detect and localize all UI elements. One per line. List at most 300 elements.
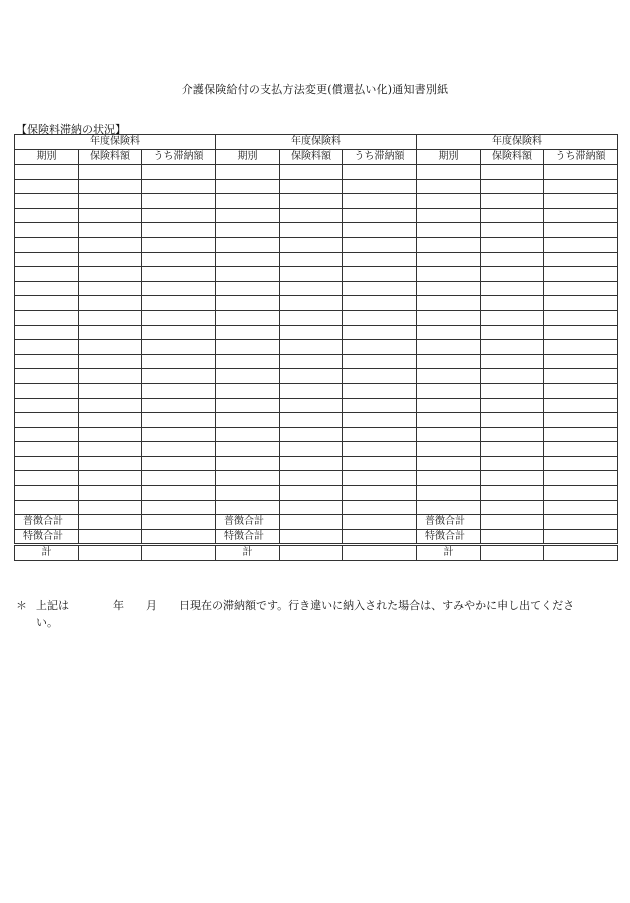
table-row	[417, 340, 618, 355]
table-cell	[544, 208, 618, 223]
table-cell	[79, 296, 142, 311]
table-cell	[280, 486, 343, 501]
table-cell	[15, 267, 79, 282]
table-row	[15, 500, 216, 515]
table-cell	[142, 325, 216, 340]
table-cell	[15, 296, 79, 311]
table-cell	[15, 500, 79, 515]
table-cell	[280, 442, 343, 457]
table-cell	[142, 208, 216, 223]
table-row	[216, 471, 417, 486]
table-cell	[15, 354, 79, 369]
table-cell	[216, 165, 280, 180]
table-cell	[79, 179, 142, 194]
table-cell	[79, 267, 142, 282]
table-cell	[142, 310, 216, 325]
table-row	[216, 310, 417, 325]
table-cell	[544, 442, 618, 457]
table-cell	[142, 194, 216, 209]
table-row	[15, 354, 216, 369]
table-cell	[79, 486, 142, 501]
table-cell	[417, 194, 481, 209]
table-cell	[216, 179, 280, 194]
table-row	[216, 281, 417, 296]
section-label: 【保険料滞納の状況】	[16, 123, 126, 136]
premium-amount-col-header: 保険料額	[79, 150, 142, 165]
arrears-col-header: うち滞納額	[343, 150, 417, 165]
table-cell	[343, 194, 417, 209]
table-cell	[142, 267, 216, 282]
table-row	[216, 252, 417, 267]
table-cell	[343, 383, 417, 398]
table-row	[417, 500, 618, 515]
table-cell	[280, 456, 343, 471]
arrears-col-header: うち滞納額	[544, 150, 618, 165]
table-cell	[481, 179, 544, 194]
table-cell	[15, 237, 79, 252]
table-cell	[417, 325, 481, 340]
table-cell	[216, 413, 280, 428]
table-cell	[79, 354, 142, 369]
table-row	[216, 383, 417, 398]
period-col-header: 期別	[15, 150, 79, 165]
note	[16, 597, 616, 631]
table-cell	[481, 340, 544, 355]
table-row	[15, 398, 216, 413]
table-cell	[343, 325, 417, 340]
table-cell	[544, 413, 618, 428]
table-row	[15, 296, 216, 311]
table-cell	[481, 515, 544, 530]
table-cell	[280, 398, 343, 413]
table-cell	[343, 223, 417, 238]
table-row	[15, 194, 216, 209]
table-row	[417, 281, 618, 296]
table-cell	[544, 340, 618, 355]
table-cell	[544, 500, 618, 515]
grand-total-row	[216, 545, 417, 561]
table-cell	[417, 340, 481, 355]
table-cell	[142, 179, 216, 194]
table-cell	[142, 223, 216, 238]
table-cell	[481, 208, 544, 223]
table-cell	[15, 471, 79, 486]
table-row	[15, 310, 216, 325]
table-cell	[481, 456, 544, 471]
table-cell	[280, 237, 343, 252]
fiscal-year-header: 年度保険料	[417, 135, 618, 150]
premium-table	[14, 134, 216, 561]
table-row	[417, 208, 618, 223]
table-cell	[481, 486, 544, 501]
table-row	[216, 340, 417, 355]
table-cell	[142, 442, 216, 457]
table-cell	[343, 310, 417, 325]
table-row	[216, 325, 417, 340]
table-cell	[417, 267, 481, 282]
table-cell	[544, 427, 618, 442]
table-cell	[15, 413, 79, 428]
table-cell	[15, 310, 79, 325]
table-cell	[343, 267, 417, 282]
table-row	[15, 471, 216, 486]
table-row	[417, 179, 618, 194]
table-row	[15, 442, 216, 457]
table-row	[216, 165, 417, 180]
table-row	[417, 398, 618, 413]
table-cell	[216, 486, 280, 501]
asterisk-mark: ＊	[16, 599, 27, 612]
table-cell	[280, 179, 343, 194]
table-cell	[79, 325, 142, 340]
table-cell	[216, 194, 280, 209]
table-row	[216, 413, 417, 428]
table-row	[15, 325, 216, 340]
table-cell	[481, 369, 544, 384]
table-row	[417, 413, 618, 428]
table-cell	[481, 194, 544, 209]
table-cell	[544, 223, 618, 238]
table-cell	[15, 208, 79, 223]
table-cell	[481, 296, 544, 311]
table-cell	[216, 354, 280, 369]
table-cell	[481, 281, 544, 296]
table-cell	[417, 427, 481, 442]
table-cell	[280, 325, 343, 340]
grand-total-label: 計	[417, 545, 481, 561]
table-cell	[544, 354, 618, 369]
table-cell	[280, 165, 343, 180]
table-cell	[15, 442, 79, 457]
table-cell	[216, 383, 280, 398]
table-cell	[417, 413, 481, 428]
table-cell	[280, 194, 343, 209]
table-cell	[79, 500, 142, 515]
table-cell	[15, 281, 79, 296]
ordinary-collection-total-label: 普徴合計	[216, 515, 280, 530]
fiscal-year-header: 年度保険料	[216, 135, 417, 150]
table-row	[216, 500, 417, 515]
table-row	[15, 223, 216, 238]
table-cell	[280, 500, 343, 515]
table-cell	[481, 165, 544, 180]
table-cell	[481, 310, 544, 325]
table-cell	[417, 223, 481, 238]
table-cell	[15, 383, 79, 398]
table-cell	[544, 456, 618, 471]
premium-table	[215, 134, 417, 561]
table-cell	[544, 325, 618, 340]
table-cell	[15, 223, 79, 238]
table-cell	[142, 369, 216, 384]
table-row	[216, 456, 417, 471]
premium-amount-col-header: 保険料額	[280, 150, 343, 165]
table-cell	[481, 442, 544, 457]
table-cell	[216, 310, 280, 325]
premium-table	[416, 134, 618, 561]
table-cell	[15, 427, 79, 442]
table-cell	[15, 398, 79, 413]
table-cell	[417, 237, 481, 252]
table-cell	[79, 456, 142, 471]
table-cell	[544, 310, 618, 325]
table-cell	[216, 252, 280, 267]
table-cell	[15, 194, 79, 209]
table-cell	[343, 456, 417, 471]
table-cell	[544, 369, 618, 384]
special-collection-total-row	[15, 529, 216, 545]
table-row	[216, 486, 417, 501]
table-cell	[15, 179, 79, 194]
table-cell	[15, 456, 79, 471]
table-cell	[280, 369, 343, 384]
table-row	[15, 383, 216, 398]
table-cell	[79, 223, 142, 238]
special-collection-total-label: 特徴合計	[417, 529, 481, 545]
table-cell	[343, 529, 417, 545]
premium-tables	[14, 134, 618, 561]
table-cell	[79, 237, 142, 252]
table-cell	[481, 267, 544, 282]
table-cell	[79, 529, 142, 545]
table-cell	[216, 398, 280, 413]
table-row	[15, 165, 216, 180]
period-col-header: 期別	[216, 150, 280, 165]
table-cell	[216, 340, 280, 355]
table-cell	[544, 296, 618, 311]
table-cell	[343, 354, 417, 369]
table-cell	[142, 500, 216, 515]
table-cell	[142, 486, 216, 501]
ordinary-collection-total-row	[216, 515, 417, 530]
table-cell	[343, 281, 417, 296]
table-cell	[417, 442, 481, 457]
table-cell	[481, 237, 544, 252]
table-row	[417, 267, 618, 282]
table-cell	[79, 471, 142, 486]
table-cell	[79, 194, 142, 209]
table-cell	[142, 515, 216, 530]
table-row	[216, 354, 417, 369]
table-cell	[216, 471, 280, 486]
special-collection-total-label: 特徴合計	[216, 529, 280, 545]
table-cell	[544, 398, 618, 413]
table-cell	[544, 529, 618, 545]
table-cell	[142, 237, 216, 252]
table-cell	[79, 310, 142, 325]
ordinary-collection-total-label: 普徴合計	[417, 515, 481, 530]
table-cell	[280, 383, 343, 398]
table-cell	[544, 471, 618, 486]
table-cell	[216, 325, 280, 340]
table-cell	[544, 179, 618, 194]
table-row	[417, 471, 618, 486]
table-cell	[481, 383, 544, 398]
table-cell	[280, 413, 343, 428]
table-cell	[343, 413, 417, 428]
table-cell	[142, 383, 216, 398]
table-cell	[417, 354, 481, 369]
table-cell	[216, 208, 280, 223]
note-text: 上記は 年 月 日現在の滞納額です。行き違いに納入された場合は、すみやかに申し出てくださ	[36, 599, 575, 612]
table-cell	[343, 340, 417, 355]
table-cell	[481, 427, 544, 442]
table-cell	[481, 354, 544, 369]
period-col-header: 期別	[417, 150, 481, 165]
table-cell	[79, 281, 142, 296]
table-row	[15, 486, 216, 501]
fiscal-year-header: 年度保険料	[15, 135, 216, 150]
table-cell	[544, 515, 618, 530]
table-row	[417, 456, 618, 471]
table-cell	[481, 471, 544, 486]
table-cell	[79, 252, 142, 267]
table-cell	[142, 427, 216, 442]
ordinary-collection-total-row	[417, 515, 618, 530]
table-cell	[216, 442, 280, 457]
table-cell	[15, 325, 79, 340]
table-row	[216, 208, 417, 223]
table-cell	[79, 442, 142, 457]
table-cell	[343, 398, 417, 413]
table-cell	[343, 165, 417, 180]
table-cell	[216, 427, 280, 442]
table-cell	[417, 165, 481, 180]
grand-total-row	[15, 545, 216, 561]
grand-total-label: 計	[216, 545, 280, 561]
table-row	[216, 179, 417, 194]
table-cell	[15, 252, 79, 267]
table-cell	[142, 252, 216, 267]
table-cell	[15, 369, 79, 384]
table-cell	[343, 296, 417, 311]
table-cell	[417, 252, 481, 267]
table-cell	[142, 165, 216, 180]
table-cell	[343, 486, 417, 501]
table-row	[15, 456, 216, 471]
special-collection-total-label: 特徴合計	[15, 529, 79, 545]
table-row	[417, 325, 618, 340]
table-cell	[216, 281, 280, 296]
table-cell	[417, 296, 481, 311]
table-row	[216, 194, 417, 209]
table-row	[15, 237, 216, 252]
table-cell	[79, 369, 142, 384]
table-cell	[280, 296, 343, 311]
table-row	[15, 208, 216, 223]
table-cell	[343, 208, 417, 223]
table-cell	[343, 179, 417, 194]
table-cell	[481, 398, 544, 413]
table-cell	[216, 267, 280, 282]
table-cell	[280, 545, 343, 561]
table-row	[216, 237, 417, 252]
grand-total-row	[417, 545, 618, 561]
table-cell	[79, 398, 142, 413]
table-row	[15, 179, 216, 194]
table-row	[417, 354, 618, 369]
table-cell	[417, 471, 481, 486]
table-cell	[79, 165, 142, 180]
table-cell	[544, 194, 618, 209]
note-line-2: い。	[36, 616, 58, 629]
table-cell	[79, 340, 142, 355]
table-cell	[280, 515, 343, 530]
table-row	[216, 369, 417, 384]
table-cell	[142, 340, 216, 355]
table-cell	[481, 223, 544, 238]
table-cell	[343, 369, 417, 384]
table-cell	[481, 252, 544, 267]
table-row	[15, 252, 216, 267]
table-row	[216, 398, 417, 413]
table-cell	[544, 237, 618, 252]
table-cell	[142, 456, 216, 471]
table-cell	[79, 545, 142, 561]
table-row	[417, 486, 618, 501]
table-cell	[79, 208, 142, 223]
table-cell	[417, 456, 481, 471]
table-cell	[280, 354, 343, 369]
table-cell	[79, 413, 142, 428]
table-cell	[417, 486, 481, 501]
table-cell	[417, 208, 481, 223]
table-cell	[481, 529, 544, 545]
table-cell	[216, 296, 280, 311]
arrears-col-header: うち滞納額	[142, 150, 216, 165]
table-cell	[481, 500, 544, 515]
table-cell	[142, 529, 216, 545]
table-cell	[280, 252, 343, 267]
table-cell	[79, 383, 142, 398]
table-cell	[15, 165, 79, 180]
table-row	[216, 267, 417, 282]
table-row	[15, 427, 216, 442]
ordinary-collection-total-label: 普徴合計	[15, 515, 79, 530]
table-cell	[280, 340, 343, 355]
special-collection-total-row	[417, 529, 618, 545]
table-cell	[417, 369, 481, 384]
table-row	[417, 194, 618, 209]
table-cell	[280, 529, 343, 545]
table-cell	[280, 267, 343, 282]
table-cell	[544, 267, 618, 282]
table-cell	[481, 413, 544, 428]
table-cell	[280, 310, 343, 325]
table-cell	[417, 310, 481, 325]
page-title: 介護保険給付の支払方法変更(償還払い化)通知書別紙	[181, 83, 449, 96]
table-cell	[343, 252, 417, 267]
table-row	[216, 442, 417, 457]
table-cell	[142, 471, 216, 486]
table-cell	[481, 545, 544, 561]
table-cell	[142, 354, 216, 369]
table-cell	[417, 179, 481, 194]
table-cell	[417, 398, 481, 413]
table-cell	[216, 237, 280, 252]
table-cell	[216, 456, 280, 471]
table-cell	[343, 427, 417, 442]
table-cell	[79, 427, 142, 442]
table-cell	[544, 281, 618, 296]
table-row	[417, 165, 618, 180]
table-row	[15, 281, 216, 296]
table-cell	[15, 340, 79, 355]
table-cell	[142, 281, 216, 296]
table-cell	[343, 500, 417, 515]
table-row	[417, 310, 618, 325]
table-cell	[280, 427, 343, 442]
